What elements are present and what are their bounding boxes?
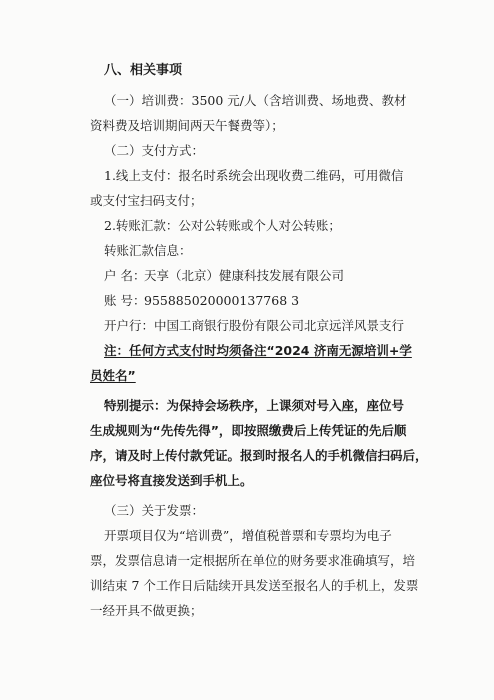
fee-line-1: （一）培训费：3500 元/人（含培训费、场地费、教材 <box>104 93 407 108</box>
account-name-row <box>104 267 430 284</box>
online-payment-line-2: 或支付宝扫码支付； <box>90 193 203 208</box>
invoice-line-4: 一经开具不做更换； <box>90 603 203 618</box>
special-tip-line-4: 座位号将直接发送到手机上。 <box>90 473 253 488</box>
payment-note-line-2: 员姓名” <box>90 368 136 383</box>
section-heading: 八、相关事项 <box>104 63 183 78</box>
transfer-info-title: 转账汇款信息： <box>104 243 192 258</box>
account-number-label: 账 号： <box>104 293 146 308</box>
special-tip-line-3: 序，请及时上传付款凭证。报到时报名人的手机微信扫码后， <box>90 448 428 463</box>
bank-row <box>104 317 430 334</box>
invoice-line-2: 票，发票信息请一定根据所在单位的财务要求准确填写，培 <box>90 553 416 568</box>
special-tip-line-1: 特别提示：为保持会场秩序，上课须对号入座，座位号 <box>104 398 405 413</box>
invoice-line-3: 训结束 7 个工作日后陆续开具发送至报名人的手机上，发票 <box>90 578 419 593</box>
invoice-line-1: 开票项目仅为“培训费”，增值税普票和专票均为电子 <box>104 528 392 543</box>
account-name-value: 天享（北京）健康科技发展有限公司 <box>144 268 345 283</box>
bank-value: 中国工商银行股份有限公司北京远洋风景支行 <box>154 318 405 333</box>
online-payment-line-1: 1.线上支付：报名时系统会出现收费二维码，可用微信 <box>104 168 404 183</box>
payment-note-line-1: 注：任何方式支付时均须备注“2024 济南无源培训+学 <box>104 343 412 358</box>
transfer-payment: 2.转账汇款：公对公转账或个人对公转账； <box>104 218 341 233</box>
special-tip-line-2: 生成规则为“先传先得”，即按照缴费后上传凭证的先后顺 <box>90 423 407 438</box>
account-number-row <box>104 292 430 309</box>
bank-label: 开户行： <box>104 318 155 333</box>
account-name-label: 户 名： <box>104 268 146 283</box>
fee-line-2: 资料费及培训期间两天午餐费等）； <box>90 118 284 133</box>
account-number-value: 955885020000137768 3 <box>144 293 300 308</box>
payment-title: （二）支付方式： <box>104 143 205 158</box>
invoice-title: （三）关于发票： <box>104 503 205 518</box>
